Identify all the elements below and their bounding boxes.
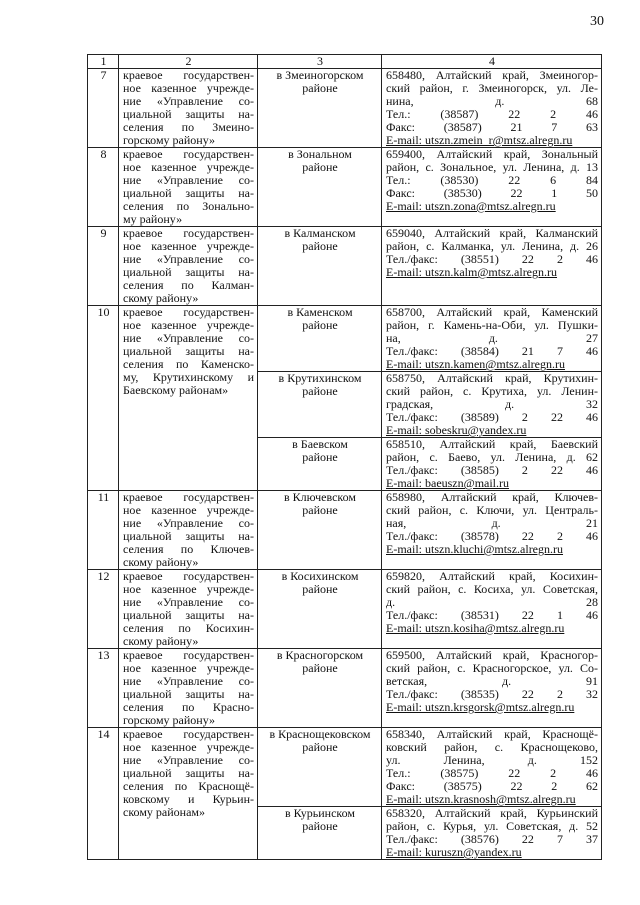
organization-line: ние «Управление со- <box>123 754 254 767</box>
district-name <box>258 649 382 728</box>
contact-line: 658510, Алтайский край, Баевский <box>386 438 598 451</box>
contact-line: район, с. Баево, ул. Ленина, д. 62 <box>386 451 598 464</box>
district-line: в Баевском <box>292 438 348 451</box>
district-name <box>258 570 382 649</box>
institutions-table <box>87 54 602 860</box>
organization-line: ное казенное учрежде- <box>123 319 254 332</box>
district-line: районе <box>302 385 338 398</box>
row-number: 10 <box>88 306 119 491</box>
organization-line: краевое государствен- <box>123 227 254 240</box>
organization-line: циальной защиты на- <box>123 345 254 358</box>
district-line: в Красногорском <box>276 649 364 662</box>
contact-line: ский район, с. Красногорское, ул. Со- <box>386 662 598 675</box>
column-number-4: 4 <box>382 55 602 69</box>
table-row <box>88 728 602 807</box>
column-number-3: 3 <box>258 55 382 69</box>
contact-line: 658700, Алтайский край, Каменский <box>386 306 598 319</box>
organization-line: скому району» <box>123 292 199 305</box>
district-line: районе <box>302 319 338 332</box>
contact-line: E-mail: utszn.zona@mtsz.alregn.ru <box>386 200 556 213</box>
organization-line: ковскому и Курьин- <box>123 793 254 806</box>
row-number: 11 <box>88 491 119 570</box>
organization-line: селения по Змеино- <box>123 121 254 134</box>
contact-line: E-mail: utszn.kamen@mtsz.alregn.ru <box>386 358 565 371</box>
district-name <box>258 148 382 227</box>
organization-line: краевое государствен- <box>123 306 254 319</box>
organization-name <box>119 227 258 306</box>
contact-line: Тел./факс: (38585) 2 22 46 <box>386 464 598 477</box>
contact-details <box>382 807 602 860</box>
contact-line: 658340, Алтайский край, Краснощё- <box>386 728 598 741</box>
contact-line: E-mail: utszn.kalm@mtsz.alregn.ru <box>386 266 558 279</box>
table-row <box>88 148 602 227</box>
contact-line: градская, д. 32 <box>386 398 598 411</box>
contact-line: 658320, Алтайский край, Курьинский <box>386 807 598 820</box>
contact-line: E-mail: kuruszn@yandex.ru <box>386 846 522 859</box>
district-line: в Калманском <box>284 227 356 240</box>
organization-line: краевое государствен- <box>123 491 254 504</box>
contact-line: E-mail: utszn.kluchi@mtsz.alregn.ru <box>386 543 564 556</box>
contact-details <box>382 306 602 372</box>
contact-line: Факс: (38530) 22 1 50 <box>386 187 598 200</box>
district-line: в Косихинском <box>281 570 359 583</box>
contact-line: Тел./факс: (38578) 22 2 46 <box>386 530 598 543</box>
district-name <box>258 227 382 306</box>
district-name <box>258 491 382 570</box>
organization-line: циальной защиты на- <box>123 266 254 279</box>
organization-name <box>119 306 258 491</box>
contact-line: E-mail: utszn.kosiha@mtsz.alregn.ru <box>386 622 565 635</box>
organization-line: ние «Управление со- <box>123 332 254 345</box>
organization-line: ние «Управление со- <box>123 596 254 609</box>
contact-line: 659820, Алтайский край, Косихин- <box>386 570 598 583</box>
contact-line: Тел./факс: (38576) 22 7 37 <box>386 833 598 846</box>
contact-details <box>382 491 602 570</box>
contact-line: Тел./факс: (38531) 22 1 46 <box>386 609 598 622</box>
contact-details <box>382 649 602 728</box>
contact-details <box>382 438 602 491</box>
contact-details <box>382 728 602 807</box>
page-number: 30 <box>590 14 604 29</box>
contact-line: д. 28 <box>386 596 598 609</box>
contact-line: ский район, с. Крутиха, ул. Ленин- <box>386 385 598 398</box>
contact-line: E-mail: utszn.krsgorsk@mtsz.alregn.ru <box>386 701 575 714</box>
district-name <box>258 438 382 491</box>
organization-line: ние «Управление со- <box>123 253 254 266</box>
contact-line: ветская, д. 91 <box>386 675 598 688</box>
contact-details <box>382 372 602 438</box>
district-line: районе <box>302 583 338 596</box>
district-line: в Каменском <box>287 306 353 319</box>
row-number: 14 <box>88 728 119 860</box>
column-number-1: 1 <box>88 55 119 69</box>
contact-line: нина, д. 68 <box>386 95 598 108</box>
contact-details <box>382 570 602 649</box>
organization-name <box>119 649 258 728</box>
organization-line: ное казенное учрежде- <box>123 82 254 95</box>
organization-line: ние «Управление со- <box>123 174 254 187</box>
contact-details <box>382 227 602 306</box>
row-number: 13 <box>88 649 119 728</box>
organization-line: му району» <box>123 213 183 226</box>
district-name <box>258 807 382 860</box>
organization-name <box>119 69 258 148</box>
contact-line: 659040, Алтайский край, Калманский <box>386 227 598 240</box>
district-line: в Краснощековском <box>269 728 371 741</box>
contact-line: 658480, Алтайский край, Змеиногор- <box>386 69 598 82</box>
contact-line: Тел./факс: (38551) 22 2 46 <box>386 253 598 266</box>
organization-line: ние «Управление со- <box>123 517 254 530</box>
contact-line: район, г. Камень-на-Оби, ул. Пушки- <box>386 319 598 332</box>
organization-line: краевое государствен- <box>123 148 254 161</box>
contact-line: 659400, Алтайский край, Зональный <box>386 148 598 161</box>
contact-line: район, с. Зональное, ул. Ленина, д. 13 <box>386 161 598 174</box>
table-row <box>88 570 602 649</box>
organization-line: циальной защиты на- <box>123 108 254 121</box>
organization-line: селения по Краснощё- <box>123 780 254 793</box>
organization-line: му, Крутихинскому и <box>123 371 254 384</box>
organization-line: ное казенное учрежде- <box>123 240 254 253</box>
contact-details <box>382 69 602 148</box>
organization-line: циальной защиты на- <box>123 767 254 780</box>
contact-line: на, д. 27 <box>386 332 598 345</box>
organization-name <box>119 728 258 860</box>
organization-line: скому району» <box>123 556 199 569</box>
contact-line: 659500, Алтайский край, Красногор- <box>386 649 598 662</box>
district-line: в Крутихинском <box>278 372 362 385</box>
district-line: районе <box>302 820 338 833</box>
contact-line: E-mail: utszn.zmein_r@mtsz.alregn.ru <box>386 134 573 147</box>
organization-line: ное казенное учрежде- <box>123 662 254 675</box>
district-line: районе <box>302 82 338 95</box>
organization-name <box>119 491 258 570</box>
contact-line: 658980, Алтайский край, Ключев- <box>386 491 598 504</box>
organization-line: селения по Зонально- <box>123 200 254 213</box>
table-row <box>88 649 602 728</box>
column-number-row <box>88 55 602 69</box>
organization-line: горскому району» <box>123 134 216 147</box>
table-row <box>88 306 602 372</box>
contact-line: Тел.: (38587) 22 2 46 <box>386 108 598 121</box>
district-line: в Ключевском <box>283 491 357 504</box>
contact-line: E-mail: utszn.krasnosh@mtsz.alregn.ru <box>386 793 576 806</box>
organization-line: селения по Ключев- <box>123 543 254 556</box>
contact-line: E-mail: sobeskru@yandex.ru <box>386 424 527 437</box>
organization-line: селения по Красно- <box>123 701 254 714</box>
district-line: районе <box>302 240 338 253</box>
district-name <box>258 372 382 438</box>
row-number: 8 <box>88 148 119 227</box>
contact-line: E-mail: baeuszn@mail.ru <box>386 477 510 490</box>
column-number-2: 2 <box>119 55 258 69</box>
organization-line: краевое государствен- <box>123 649 254 662</box>
table-row <box>88 491 602 570</box>
organization-line: ное казенное учрежде- <box>123 741 254 754</box>
contact-line: Тел./факс: (38589) 2 22 46 <box>386 411 598 424</box>
organization-line: горскому району» <box>123 714 216 727</box>
contact-line: Факс: (38587) 21 7 63 <box>386 121 598 134</box>
contact-line: ковский район, с. Краснощеково, <box>386 741 598 754</box>
organization-line: Баевскому районам» <box>123 384 229 397</box>
organization-line: ние «Управление со- <box>123 95 254 108</box>
district-line: районе <box>302 161 338 174</box>
district-line: районе <box>302 504 338 517</box>
organization-line: ное казенное учрежде- <box>123 504 254 517</box>
organization-line: циальной защиты на- <box>123 688 254 701</box>
organization-line: циальной защиты на- <box>123 187 254 200</box>
district-line: районе <box>302 451 338 464</box>
table-row <box>88 227 602 306</box>
contact-line: Тел./факс: (38535) 22 2 32 <box>386 688 598 701</box>
organization-line: ное казенное учрежде- <box>123 583 254 596</box>
contact-line: район, с. Калманка, ул. Ленина, д. 26 <box>386 240 598 253</box>
organization-line: скому районам» <box>123 806 206 819</box>
contact-line: 658750, Алтайский край, Крутихин- <box>386 372 598 385</box>
organization-line: циальной защиты на- <box>123 530 254 543</box>
organization-line: селения по Каменско- <box>123 358 254 371</box>
organization-line: ние «Управление со- <box>123 675 254 688</box>
district-name <box>258 306 382 372</box>
contact-details <box>382 148 602 227</box>
contact-line: ул. Ленина, д. 152 <box>386 754 598 767</box>
row-number: 9 <box>88 227 119 306</box>
district-name <box>258 69 382 148</box>
contact-line: Тел.: (38530) 22 6 84 <box>386 174 598 187</box>
table-row <box>88 69 602 148</box>
organization-line: селения по Косихин- <box>123 622 254 635</box>
organization-line: краевое государствен- <box>123 69 254 82</box>
contact-line: Тел./факс: (38584) 21 7 46 <box>386 345 598 358</box>
organization-line: ное казенное учрежде- <box>123 161 254 174</box>
organization-line: краевое государствен- <box>123 570 254 583</box>
organization-line: скому району» <box>123 635 199 648</box>
district-line: районе <box>302 662 338 675</box>
row-number: 12 <box>88 570 119 649</box>
district-line: в Зональном <box>288 148 352 161</box>
contact-line: ский район, с. Ключи, ул. Централь- <box>386 504 598 517</box>
district-line: в Змеиногорском <box>276 69 364 82</box>
contact-line: район, с. Курья, ул. Советская, д. 52 <box>386 820 598 833</box>
contact-line: Факс: (38575) 22 2 62 <box>386 780 598 793</box>
contact-line: ная, д. 21 <box>386 517 598 530</box>
organization-name <box>119 570 258 649</box>
contact-line: Тел.: (38575) 22 2 46 <box>386 767 598 780</box>
district-line: в Курьинском <box>285 807 355 820</box>
row-number: 7 <box>88 69 119 148</box>
contact-line: ский район, г. Змеиногорск, ул. Ле- <box>386 82 598 95</box>
organization-line: селения по Калман- <box>123 279 254 292</box>
contact-line: ский район, с. Косиха, ул. Советская, <box>386 583 598 596</box>
district-line: районе <box>302 741 338 754</box>
district-name <box>258 728 382 807</box>
organization-name <box>119 148 258 227</box>
organization-line: циальной защиты на- <box>123 609 254 622</box>
organization-line: краевое государствен- <box>123 728 254 741</box>
